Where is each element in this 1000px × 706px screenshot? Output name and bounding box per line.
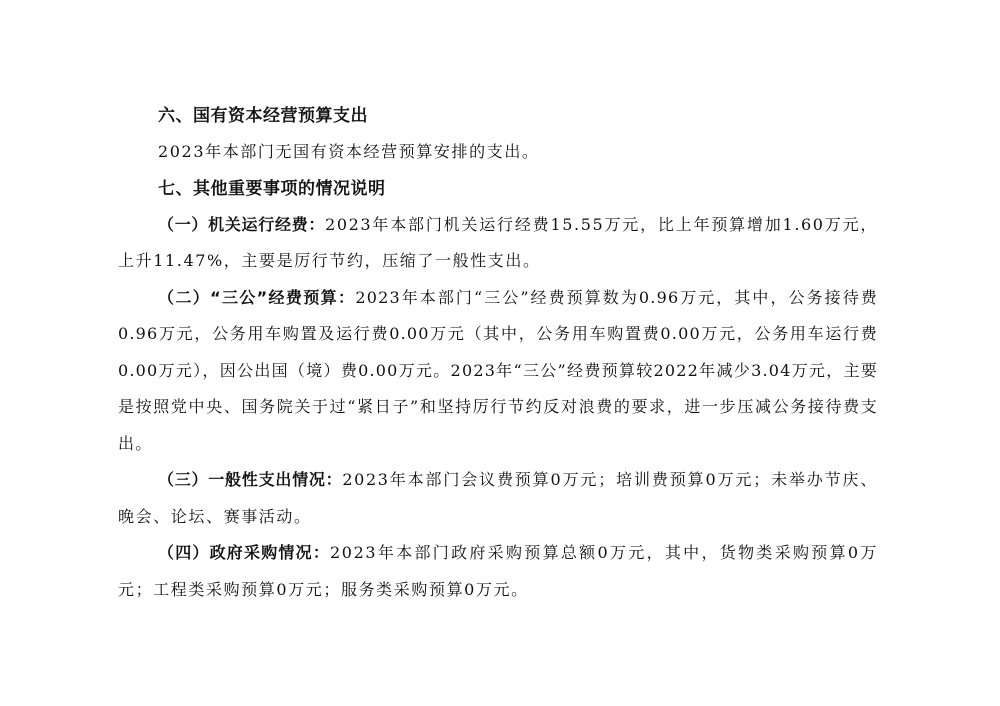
document-body <box>118 98 878 608</box>
paragraph-lead-4: （四）政府采购情况： <box>158 543 331 562</box>
section-6-paragraph: 2023年本部门无国有资本经营预算安排的支出。 <box>158 142 540 161</box>
section-heading-7: 七、其他重要事项的情况说明 <box>158 178 386 199</box>
paragraph-item-3 <box>118 462 878 535</box>
paragraph-lead-3: （三）一般性支出情况： <box>158 470 343 489</box>
section-heading-6: 六、国有资本经营预算支出 <box>158 106 368 126</box>
paragraph-body-2: 2023年本部门“三公”经费预算数为0.96万元，其中，公务接待费0.96万元，公务用车购置及运行费0.00万元（其中，公务用车购置费0.00万元，公务用车运行费0.00万元），因公出国（境）费0.00万元。2023年“三公”经费预算较2022年减少3.04万元，主要是按照党中央、国务院关于过“紧日子”和坚持厉行节约反对浪费的要求，进一步压减公务接待费支出。 <box>118 287 878 453</box>
paragraph-body-4: 2023年本部门政府采购预算总额0万元，其中，货物类采购预算0万元；工程类采购预算0万元；服务类采购预算0万元。 <box>118 543 878 599</box>
paragraph-body-1: 2023年本部门机关运行经费15.55万元，比上年预算增加1.60万元，上升11.47%，主要是厉行节约，压缩了一般性支出。 <box>118 214 878 270</box>
paragraph-body-3: 2023年本部门会议费预算0万元；培训费预算0万元；未举办节庆、晚会、论坛、赛事活动。 <box>118 470 878 526</box>
paragraph-lead-1: （一）机关运行经费： <box>158 214 326 234</box>
paragraph-item-1 <box>118 207 878 280</box>
paragraph-lead-2: （二）“三公”经费预算： <box>158 287 356 307</box>
paragraph-item-4 <box>118 535 878 608</box>
paragraph-item-2 <box>118 280 878 463</box>
